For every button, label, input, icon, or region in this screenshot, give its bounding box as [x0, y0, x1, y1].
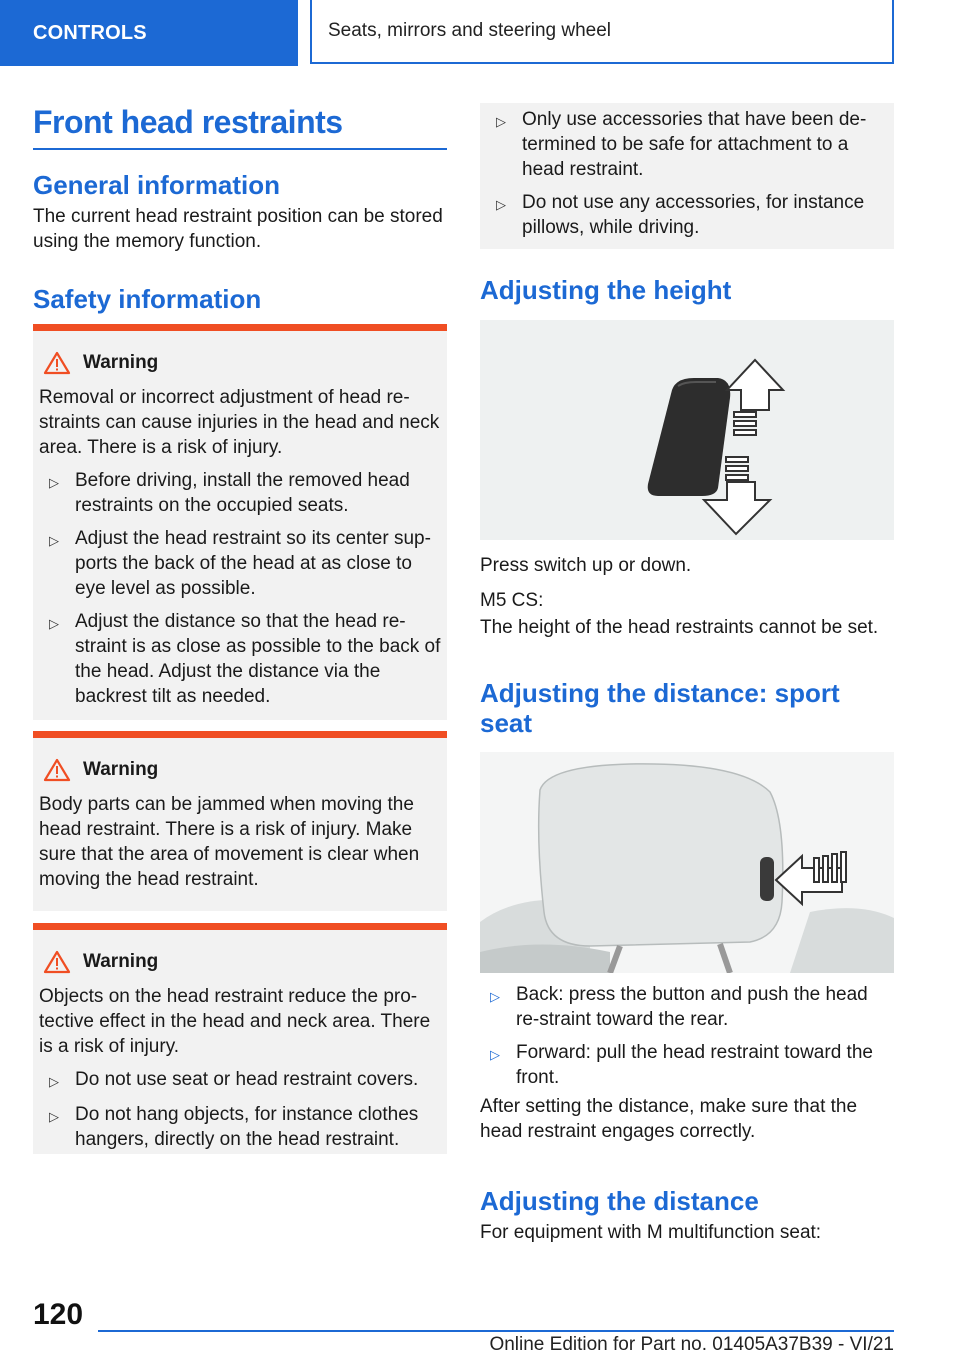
- list-item-text: Adjust the distance so that the head re-straint is as close as possible to the back of the head. Adjust the distance via the backrest tilt as needed.: [75, 611, 441, 707]
- general-heading: General information: [33, 170, 281, 200]
- list-item-text: Adjust the head restraint so its center sup-ports the back of the head at as close to eye level as possible.: [75, 528, 431, 599]
- triangle-bullet-icon: ▷: [490, 1047, 500, 1062]
- list-item-text: Do not use seat or head restraint covers.: [75, 1069, 419, 1090]
- list-item: [480, 1040, 894, 1090]
- list-item: [39, 609, 441, 709]
- warning-header: [39, 756, 441, 784]
- warning-text: Objects on the head restraint reduce the pro-tective effect in the head and neck area. There is a risk of injury.: [39, 986, 431, 1057]
- warning-label: Warning: [83, 759, 159, 780]
- list-item-text: Do not use any accessories, for instance pillows, while driving.: [522, 192, 865, 238]
- page-number: 120: [33, 1298, 84, 1331]
- general-text: The current head restraint position can be stored using the memory function.: [33, 206, 443, 252]
- chapter-tab[interactable]: CONTROLS: [0, 0, 298, 66]
- triangle-bullet-icon: ▷: [49, 616, 59, 631]
- list-item-text: Before driving, install the removed head restraints on the occupied seats.: [75, 470, 410, 516]
- height-switch-figure: [480, 320, 894, 540]
- distance-text: For equipment with M multifunction seat:: [480, 1222, 822, 1243]
- list-item: [39, 1067, 441, 1094]
- warning-label: Warning: [83, 951, 159, 972]
- safety-heading: Safety information: [33, 284, 262, 314]
- warning-box: [33, 731, 447, 911]
- head-restraint-illustration: [480, 752, 894, 973]
- warning-label: Warning: [83, 352, 159, 373]
- list-item: [39, 526, 441, 601]
- triangle-bullet-icon: ▷: [496, 114, 506, 129]
- warning-triangle-icon: [43, 758, 71, 782]
- page-title: Front head restraints: [33, 102, 447, 150]
- warning-box: [33, 923, 447, 1154]
- warning-header: [39, 349, 441, 377]
- warning-text: Removal or incorrect adjustment of head re-straints can cause injuries in the head and neck area. There is a risk of injury.: [39, 387, 440, 458]
- warning-triangle-icon: [43, 351, 71, 375]
- list-item-text: Do not hang objects, for instance clothes hangers, directly on the head restraint.: [75, 1104, 419, 1150]
- m5-text: The height of the head restraints cannot be set.: [480, 617, 879, 638]
- after-text: After setting the distance, make sure that the head restraint engages correctly.: [480, 1096, 858, 1142]
- triangle-bullet-icon: ▷: [49, 533, 59, 548]
- section-title: Seats, mirrors and steering wheel: [310, 0, 894, 64]
- warning-box: [33, 324, 447, 720]
- triangle-bullet-icon: ▷: [496, 197, 506, 212]
- height-switch-illustration: [480, 320, 894, 540]
- list-item: [480, 982, 894, 1032]
- list-item-text: Forward: pull the head restraint toward the front.: [516, 1042, 873, 1088]
- info-box: [480, 103, 894, 249]
- triangle-bullet-icon: ▷: [49, 1109, 59, 1124]
- list-item-text: Only use accessories that have been de-termined to be safe for attachment to a head restraint.: [522, 109, 867, 180]
- height-text: Press switch up or down.: [480, 555, 692, 576]
- m5-label: M5 CS:: [480, 590, 544, 611]
- warning-text: Body parts can be jammed when moving the head restraint. There is a risk of injury. Make sure that the area of movement is clear when moving the head restraint.: [39, 794, 420, 890]
- triangle-bullet-icon: ▷: [49, 1074, 59, 1089]
- list-item: [486, 190, 884, 240]
- sport-seat-heading: Adjusting the distance: sport seat: [480, 678, 840, 738]
- footer-rule: [98, 1330, 894, 1332]
- list-item: [486, 107, 884, 182]
- warning-header: [39, 948, 441, 976]
- height-heading: Adjusting the height: [480, 275, 732, 305]
- edition-text[interactable]: Online Edition for Part no. 01405A37B39 - VI/21: [489, 1334, 894, 1355]
- list-item: [39, 468, 441, 518]
- triangle-bullet-icon: ▷: [490, 989, 500, 1004]
- head-restraint-figure: [480, 752, 894, 973]
- triangle-bullet-icon: ▷: [49, 475, 59, 490]
- distance-heading: Adjusting the distance: [480, 1186, 759, 1216]
- warning-triangle-icon: [43, 950, 71, 974]
- list-item: [39, 1102, 441, 1152]
- list-item-text: Back: press the button and push the head re-straint toward the rear.: [516, 984, 868, 1030]
